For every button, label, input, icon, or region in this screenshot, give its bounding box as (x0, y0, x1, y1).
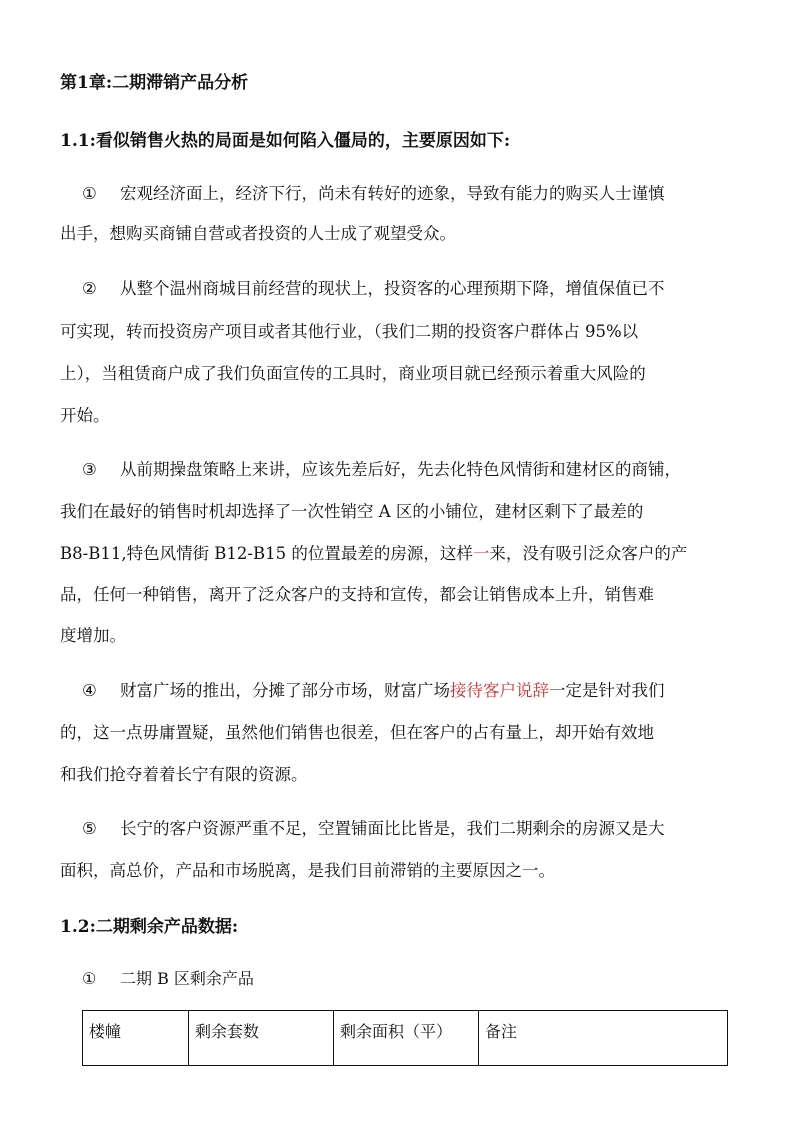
paragraph-2-line-1: ② 从整个温州商城目前经营的现状上，投资客的心理预期下降，增值保值已不 (82, 279, 665, 298)
circled-number-1: ① (82, 969, 97, 988)
circled-number-3: ③ (82, 460, 97, 479)
paragraph-4-line-2: 的，这一点毋庸置疑，虽然他们销售也很差，但在客户的占有量上，却开始有效地 (60, 723, 654, 742)
table-header-cell: 剩余面积（平） (334, 1011, 479, 1066)
paragraph-1-line-1: ① 宏观经济面上，经济下行，尚未有转好的迹象，导致有能力的购买人士谨慎 (82, 184, 665, 203)
highlighted-text: 接待客户说辞 (450, 681, 549, 700)
chapter-title: 第1章:二期滞销产品分析 (60, 73, 249, 93)
table-header-cell: 备注 (479, 1011, 728, 1066)
remaining-products-table (82, 1010, 728, 1066)
paragraph-4-line-1: ④ 财富广场的推出，分摊了部分市场，财富广场接待客户说辞一定是针对我们 (82, 681, 665, 700)
subsection-b-zone: ① 二期 B 区剩余产品 (82, 969, 254, 988)
circled-number-5: ⑤ (82, 819, 97, 838)
paragraph-4-line-3: 和我们抢夺着着长宁有限的资源。 (60, 765, 308, 784)
table-header-cell: 楼幢 (83, 1011, 189, 1066)
paragraph-3-line-5: 度增加。 (60, 626, 126, 645)
circled-number-4: ④ (82, 681, 97, 700)
highlighted-text: 一 (472, 544, 490, 563)
table-header-cell: 剩余套数 (189, 1011, 334, 1066)
paragraph-2-line-4: 开始。 (60, 406, 110, 425)
table-header-row (83, 1011, 728, 1066)
circled-number-2: ② (82, 279, 97, 298)
paragraph-5-line-2: 面积，高总价，产品和市场脱离，是我们目前滞销的主要原因之一。 (60, 861, 555, 880)
paragraph-3-line-3: B8-B11,特色风情街 B12-B15 的位置最差的房源，这样一来，没有吸引泛众客户的产 (60, 544, 688, 563)
paragraph-3-line-2: 我们在最好的销售时机却选择了一次性销空 A 区的小铺位，建材区剩下了最差的 (60, 502, 644, 521)
section-1-1-heading: 1.1:看似销售火热的局面是如何陷入僵局的，主要原因如下: (60, 131, 511, 151)
section-1-2-heading: 1.2:二期剩余产品数据: (60, 917, 239, 937)
paragraph-1-line-2: 出手，想购买商铺自营或者投资的人士成了观望受众。 (60, 224, 456, 243)
paragraph-2-line-2: 可实现，转而投资房产项目或者其他行业，（我们二期的投资客户群体占 95%以 (60, 322, 639, 341)
paragraph-3-line-1: ③ 从前期操盘策略上来讲，应该先差后好，先去化特色风情街和建材区的商铺， (82, 460, 681, 479)
circled-number-1: ① (82, 184, 97, 203)
paragraph-2-line-3: 上），当租赁商户成了我们负面宣传的工具时，商业项目就已经预示着重大风险的 (60, 364, 646, 383)
paragraph-3-line-4: 品，任何一种销售，离开了泛众客户的支持和宣传，都会让销售成本上升，销售难 (60, 585, 654, 604)
paragraph-5-line-1: ⑤ 长宁的客户资源严重不足，空置铺面比比皆是，我们二期剩余的房源又是大 (82, 819, 665, 838)
